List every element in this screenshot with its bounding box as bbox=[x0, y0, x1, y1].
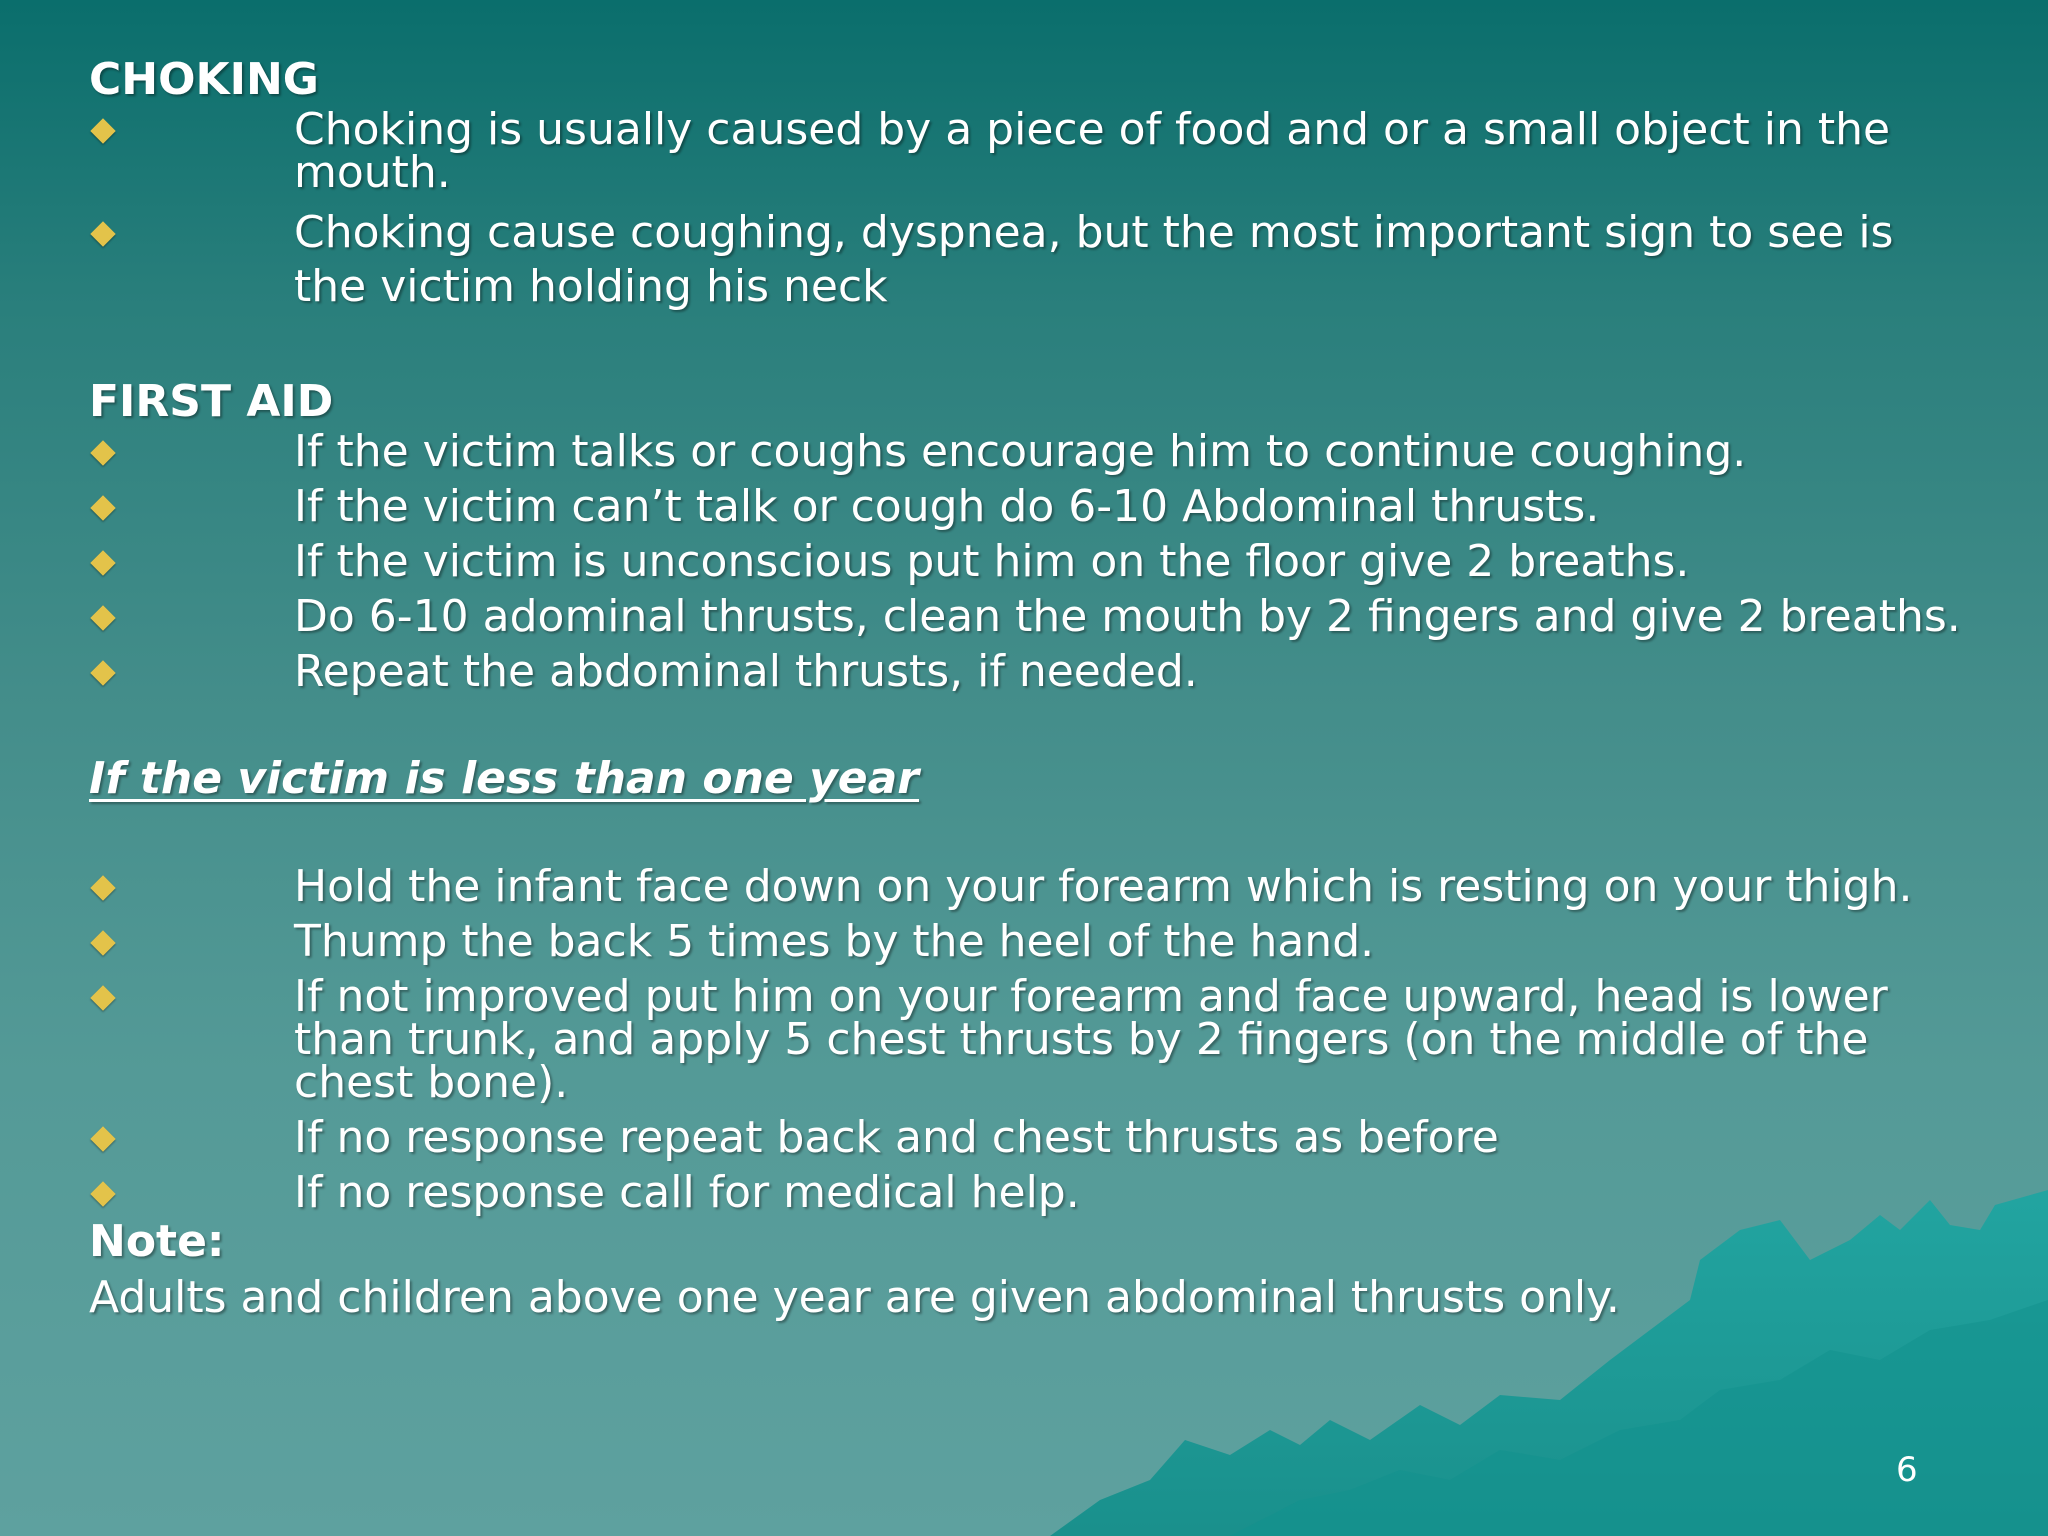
list-item bbox=[89, 536, 1969, 587]
list-item bbox=[89, 916, 1969, 967]
list-item bbox=[89, 1167, 1969, 1218]
item-text: Choking cause coughing, dyspnea, but the most important sign to see is the victim holding his neck bbox=[294, 207, 1894, 312]
infant-heading: If the victim is less than one year bbox=[89, 753, 920, 804]
diamond-bullet-icon bbox=[90, 930, 115, 955]
slide-content bbox=[89, 52, 1969, 1326]
first-aid-heading: FIRST AID bbox=[89, 376, 334, 427]
list-item bbox=[89, 591, 1969, 642]
item-text: Thump the back 5 times by the heel of the hand. bbox=[294, 916, 1375, 967]
item-text: If no response repeat back and chest thrusts as before bbox=[294, 1112, 1499, 1163]
diamond-bullet-icon bbox=[90, 221, 115, 246]
list-item bbox=[89, 1112, 1969, 1163]
diamond-bullet-icon bbox=[90, 605, 115, 630]
diamond-bullet-icon bbox=[90, 440, 115, 465]
diamond-bullet-icon bbox=[90, 550, 115, 575]
list-item bbox=[89, 971, 1969, 1108]
item-text: Repeat the abdominal thrusts, if needed. bbox=[294, 646, 1198, 697]
list-item bbox=[89, 426, 1969, 477]
item-text: If the victim is unconscious put him on the floor give 2 breaths. bbox=[294, 536, 1690, 587]
diamond-bullet-icon bbox=[90, 875, 115, 900]
item-text: If no response call for medical help. bbox=[294, 1167, 1080, 1218]
diamond-bullet-icon bbox=[90, 985, 115, 1010]
item-text: Hold the infant face down on your forearm which is resting on your thigh. bbox=[294, 861, 1913, 912]
list-item bbox=[89, 481, 1969, 532]
item-text: If the victim can’t talk or cough do 6-10 Abdominal thrusts. bbox=[294, 481, 1600, 532]
diamond-bullet-icon bbox=[90, 1181, 115, 1206]
diamond-bullet-icon bbox=[90, 118, 115, 143]
item-text: Choking is usually caused by a piece of food and or a small object in the mouth. bbox=[294, 104, 1891, 198]
note-heading: Note: bbox=[89, 1216, 225, 1267]
item-text: If the victim talks or coughs encourage him to continue coughing. bbox=[294, 426, 1747, 477]
item-text: Do 6-10 adominal thrusts, clean the mouth by 2 fingers and give 2 breaths. bbox=[294, 591, 1961, 642]
diamond-bullet-icon bbox=[90, 1126, 115, 1151]
list-item bbox=[89, 104, 1969, 198]
page-number: 6 bbox=[1896, 1450, 1918, 1490]
list-item bbox=[89, 646, 1969, 697]
list-item bbox=[89, 206, 1969, 314]
diamond-bullet-icon bbox=[90, 495, 115, 520]
list-item bbox=[89, 861, 1969, 912]
choking-heading: CHOKING bbox=[89, 54, 319, 105]
item-text: If not improved put him on your forearm and face upward, head is lower than trunk, and apply 5 chest thrusts by 2 fingers (on the middle of the chest bone). bbox=[294, 971, 1888, 1108]
diamond-bullet-icon bbox=[90, 660, 115, 685]
note-text: Adults and children above one year are given abdominal thrusts only. bbox=[89, 1272, 1620, 1323]
